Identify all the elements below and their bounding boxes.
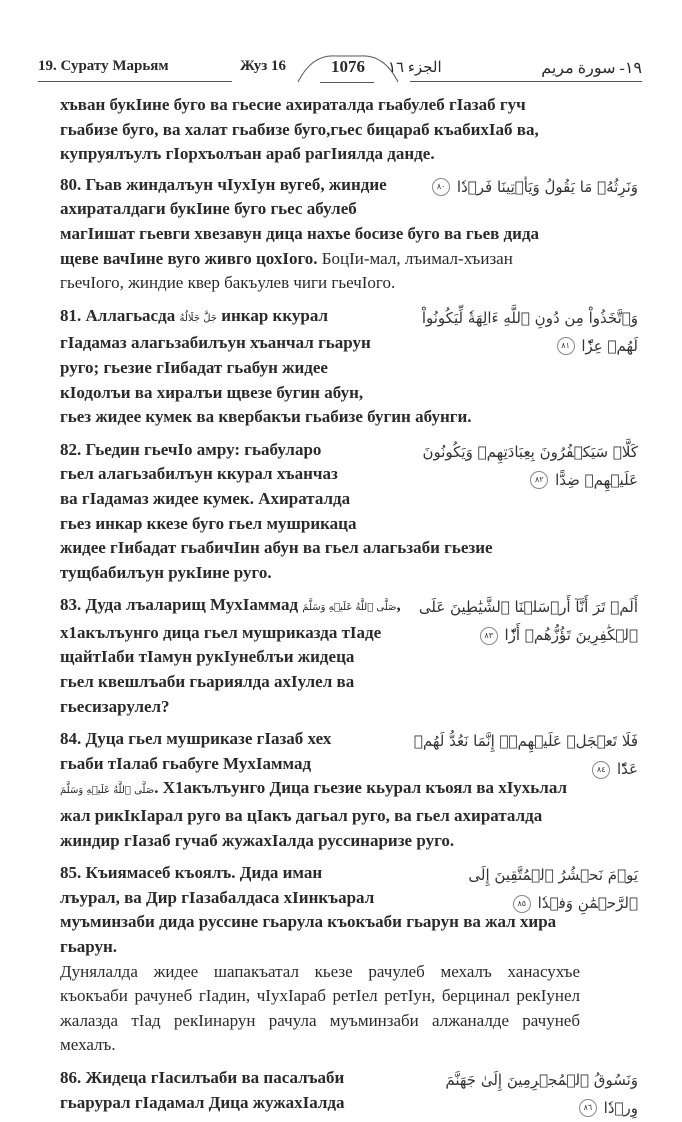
verse-80 — [60, 173, 638, 296]
verse-line: кIодолъи ва хиралъи щвезе бугин абун, — [60, 382, 364, 402]
verse-line: ахираталдаги букIине буго гьес абулеб — [60, 199, 357, 219]
verse-line: гьел квешлъаби гьариялда ахIулел ва — [60, 672, 355, 692]
page-number: 1076 — [331, 57, 365, 76]
surah-title-latin: 19. Сурату Марьям — [38, 58, 169, 74]
arabic-text: وَنَرِثُهُۥ مَا يَقُولُ وَيَأۡتِينَا فَرۡدٗا — [456, 177, 638, 196]
verse-84 — [60, 727, 638, 853]
verse-line: инкар ккурал — [221, 305, 329, 325]
juz-label-latin: Жуз 16 — [240, 58, 286, 74]
page-number-underline — [320, 82, 374, 83]
verse-line: лъурал, ва Дир гIазабалдаса хIинкъарал — [60, 887, 375, 907]
verse-82 — [60, 438, 638, 586]
verse-82-lines — [60, 438, 420, 536]
ayah-number-badge: ٨٢ — [530, 471, 548, 489]
ayah-number-badge: ٨٤ — [592, 761, 610, 779]
salawat-symbol: صَلَّى ٱللَّهُ عَلَيۡهِ وَسَلَّمَ — [60, 785, 155, 797]
arabic-text: وَنَسُوقُ ٱلۡمُجۡرِمِينَ إِلَىٰ جَهَنَّمَ وِرۡدٗا — [445, 1070, 638, 1117]
verse-line: гьесизарулел? — [60, 696, 170, 716]
verse-84-lines — [60, 727, 420, 776]
verse-line: ва гIадамаз жидее кумек. Ахираталда — [60, 488, 351, 508]
arabic-verse-83 — [408, 593, 638, 649]
arabic-verse-84 — [408, 727, 638, 783]
verse-line: 86. Жидеца гIасилъаби ва пасалъаби — [60, 1067, 345, 1087]
verse-line: 81. Аллагьасда — [60, 305, 176, 325]
arabic-verse-80 — [408, 173, 638, 201]
intro-paragraph: хъван букIине буго ва гьесие ахираталда гьабулеб гIазаб гуч гьабизе буго, ва халат гьабизе буго,гьес бицараб къабихIаб ва, купруялъулъ гIорхъолъан араб рагIиялда данде. — [60, 95, 539, 164]
verse-line: 82. Гьедин гьечIо амру: гьабуларо — [60, 439, 322, 459]
verse-85-lines — [60, 861, 430, 910]
running-header — [38, 58, 642, 82]
verse-85-continuation: муъминзаби дида руссине гьарула къокъаби гьарун ва жал хира гьарун. — [60, 912, 557, 956]
verse-81 — [60, 304, 638, 430]
verse-84-continuation — [60, 776, 580, 853]
ayah-number-badge: ٨٣ — [480, 627, 498, 645]
header-rule-right — [410, 81, 642, 82]
arabic-text: يَوۡمَ نَحۡشُرُ ٱلۡمُتَّقِينَ إِلَى ٱلرَّحۡمَٰنِ وَفۡدٗا — [468, 866, 638, 913]
verse-81-continuation: гьез жидее кумек ва квербакъи гьабизе бугин абунги. — [60, 407, 472, 427]
verse-line: 83. Дуда лъаларищ МухIаммад — [60, 595, 299, 615]
juz-label-arabic: الجزء ١٦ — [388, 60, 442, 76]
salawat-symbol: صَلَّى ٱللَّهُ عَلَيۡهِ وَسَلَّمَ — [302, 602, 397, 614]
page-content — [60, 95, 638, 1115]
verse-line: 85. Къиямасеб къоялъ. Дида иман — [60, 863, 323, 883]
verse-line: гьел алагьзабилъун ккурал хъанчаз — [60, 464, 338, 484]
arabic-verse-86 — [408, 1066, 638, 1122]
glorification-symbol: جَلَّ جَلَالُهُ — [179, 312, 217, 324]
verse-83 — [60, 593, 638, 719]
verse-text: магIишат гьевги хвезавун дица нахъе босизе буго ва гьев дида щеве вачIине вуго живго цохIого. — [60, 223, 540, 268]
verse-85 — [60, 861, 638, 1058]
arabic-text: فَلَا تَعۡجَلۡ عَلَيۡهِمۡۖ إِنَّمَا نَعُدُّ لَهُمۡ عَدّٗا — [413, 732, 638, 779]
verse-line: гIадамаз алагьзабилъун хъанчал гьарун — [60, 333, 371, 353]
verse-80-lines — [60, 173, 410, 222]
verse-line: гьез инкар ккезе буго гьел мушрикаца — [60, 513, 357, 533]
ayah-number-badge: ٨٠ — [432, 178, 450, 196]
surah-title-arabic: ١٩- سورة مريم — [541, 60, 642, 77]
arabic-text: أَلَمۡ تَرَ أَنَّآ أَرۡسَلۡنَا ٱلشَّيَٰطِينَ عَلَى ٱلۡكَٰفِرِينَ تَؤُزُّهُمۡ أَزّٗا — [418, 598, 638, 645]
arabic-text: وَٱتَّخَذُواْ مِن دُونِ ٱللَّهِ ءَالِهَةٗ لِّيَكُونُواْ لَهُمۡ عِزّٗا — [421, 308, 638, 355]
verse-line: щайтIаби тIамун рукIунеблъи жидеца — [60, 647, 355, 667]
verse-text: . Х1акълъунго Дица гьезие кьурал къоял ва хIухьлал жал рикIкIарал руго ва цIакъ дагьал руго, ва гьел ахираталда жиндир гIазаб гучаб жужахIалда руссинаризе руго. — [60, 778, 568, 850]
ayah-number-badge: ٨١ — [557, 337, 575, 355]
ayah-number-badge: ٨٦ — [579, 1099, 597, 1117]
verse-83-lines — [60, 593, 430, 719]
verse-86 — [60, 1066, 638, 1115]
verse-85-commentary: Дунялалда жидее шапакъатал кьезе рачулеб мехалъ ханасухъе къокъаби рачунеб гIадин, чIухIараб ретIел ретIун, берцинал рекIунел жалазда тIад рекIинарун рачула муъминзаби алжаналде рачунеб мехалъ. — [60, 961, 580, 1055]
verse-82-continuation: жидее гIибадат гьабичIин абун ва гьел алагьзаби гьезие тущбабилъун рукIине руго. — [60, 538, 493, 582]
verse-line: 80. Гьав жиндалъун чIухIун вугеб, жиндие — [60, 174, 387, 194]
verse-line: 84. Дуца гьел мушриказе гIазаб хех — [60, 729, 332, 749]
verse-line: гьаби тIалаб гьабуге МухIаммад — [60, 753, 312, 773]
verse-line: гьарурал гIадамал Дица жужахIалда — [60, 1092, 345, 1112]
ayah-number-badge: ٨٥ — [513, 895, 531, 913]
verse-80-continuation — [60, 222, 580, 296]
verse-81-lines — [60, 304, 420, 405]
verse-86-lines — [60, 1066, 430, 1115]
verse-line: руго; гьезие гIибадат гьабун жидее — [60, 357, 328, 377]
header-rule-left — [38, 81, 232, 82]
verse-line: х1акълъунго дица гьел мушриказда тIаде — [60, 622, 382, 642]
arabic-verse-81 — [408, 304, 638, 360]
arabic-verse-82 — [408, 438, 638, 494]
arabic-verse-85 — [408, 861, 638, 917]
arabic-text: كَلَّاۚ سَيَكۡفُرُونَ بِعِبَادَتِهِمۡ وَيَكُونُونَ عَلَيۡهِمۡ ضِدًّا — [422, 442, 638, 489]
punctuation: , — [396, 595, 401, 615]
commentary-text: БоцIи-мал, лъимал-хъизан гьечIого, жиндие квер бакъулев чиги гьечIого. — [60, 248, 513, 293]
